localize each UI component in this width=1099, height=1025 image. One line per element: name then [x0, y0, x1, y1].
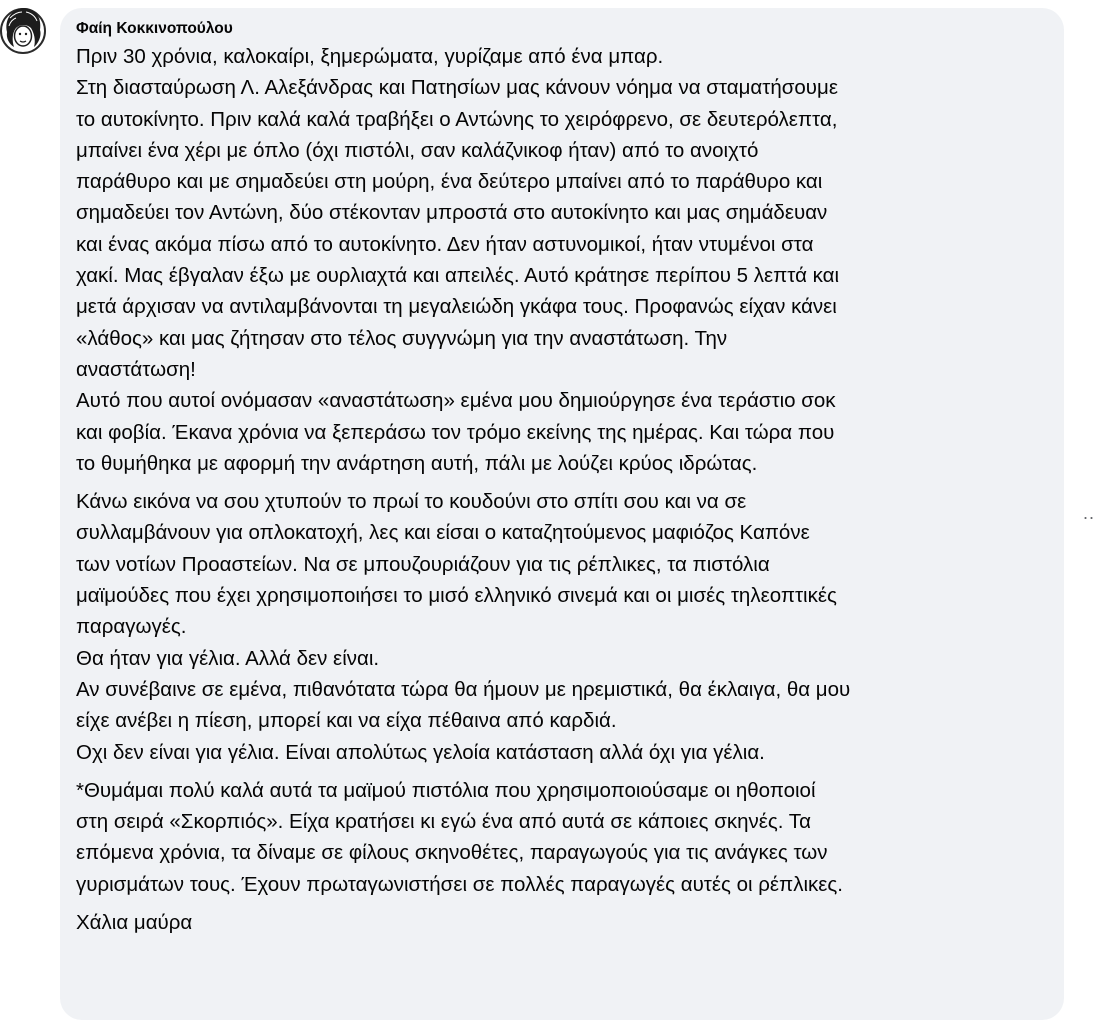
comment-line: Αν συνέβαινε σε εμένα, πιθανότατα τώρα θα ήμουν με ηρεμιστικά, θα έκλαιγα, θα μου: [76, 677, 851, 701]
comment-line: είχε ανέβει η πίεση, μπορεί και να είχα πέθαινα από καρδιά.: [76, 709, 617, 733]
comment-line: Κάνω εικόνα να σου χτυπούν το πρωί το κουδούνι στο σπίτι σου και να σε: [76, 490, 747, 514]
paragraph-gap: [76, 479, 1048, 486]
comment-line: γυρισμάτων τους. Έχουν πρωταγωνιστήσει σε πολλές παραγωγές αυτές οι ρέπλικες.: [76, 872, 843, 896]
comment-line: επόμενα χρόνια, τα δίναμε σε φίλους σκηνοθέτες, παραγωγούς για τις ανάγκες των: [76, 841, 828, 865]
comment-line: συλλαμβάνουν για οπλοκατοχή, λες και είσαι ο καταζητούμενος μαφιόζος Καπόνε: [76, 521, 810, 545]
comment-paragraph-2: [76, 486, 1048, 768]
more-options-icon[interactable]: ..: [1083, 503, 1096, 523]
comment-paragraph-3: [76, 775, 1048, 900]
comment-line: και φοβία. Έκανα χρόνια να ξεπεράσω τον τρόμο εκείνης της ημέρας. Και τώρα που: [76, 420, 835, 444]
comment-line: χακί. Μας έβγαλαν έξω με ουρλιαχτά και απειλές. Αυτό κράτησε περίπου 5 λεπτά και: [76, 264, 840, 288]
comment-author[interactable]: Φαίη Κοκκινοπούλου: [76, 20, 233, 37]
comment-line: «λάθος» και μας ζήτησαν στο τέλος συγγνώμη για την αναστάτωση. Την: [76, 326, 728, 350]
comment-line: *Θυμάμαι πολύ καλά αυτά τα μαϊμού πιστόλια που χρησιμοποιούσαμε οι ηθοποιοί: [76, 778, 816, 802]
comment-line: των νοτίων Προαστείων. Να σε μπουζουριάζουν για τις ρέπλικες, τα πιστόλια: [76, 552, 770, 576]
comment-line: Οχι δεν είναι για γέλια. Είναι απολύτως γελοία κατάσταση αλλά όχι για γέλια.: [76, 740, 765, 764]
comment-paragraph-4: [76, 907, 1048, 938]
comment-line: και ένας ακόμα πίσω από το αυτοκίνητο. Δεν ήταν αστυνομικοί, ήταν ντυμένοι στα: [76, 232, 814, 256]
comment-line: στη σειρά «Σκορπιός». Είχα κρατήσει κι εγώ ένα από αυτά σε κάποιες σκηνές. Τα: [76, 810, 811, 834]
comment-line: το θυμήθηκα με αφορμή την ανάρτηση αυτή, πάλι με λούζει κρύος ιδρώτας.: [76, 451, 758, 475]
comment-line: μετά άρχισαν να αντιλαμβάνονται τη μεγαλειώδη γκάφα τους. Προφανώς είχαν κάνει: [76, 295, 837, 319]
comment-line: Χάλια μαύρα: [76, 911, 193, 935]
paragraph-gap: [76, 768, 1048, 775]
comment-line: μαϊμούδες που έχει χρησιμοποιήσει το μισό ελληνικό σινεμά και οι μισές τηλεοπτικές: [76, 584, 837, 608]
comment-line: Πριν 30 χρόνια, καλοκαίρι, ξημερώματα, γυρίζαμε από ένα μπαρ.: [76, 45, 664, 68]
comment-line: Στη διασταύρωση Λ. Αλεξάνδρας και Πατησίων μας κάνουν νόημα να σταματήσουμε: [76, 76, 838, 100]
comment-line: παραγωγές.: [76, 615, 187, 639]
comment-paragraph-1: [76, 41, 1048, 479]
comment-line: μπαίνει ένα χέρι με όπλο (όχι πιστόλι, σαν καλάζνικοφ ήταν) από το ανοιχτό: [76, 138, 759, 162]
paragraph-gap: [76, 900, 1048, 907]
comment-line: το αυτοκίνητο. Πριν καλά καλά τραβήξει ο Αντώνης το χειρόφρενο, σε δευτερόλεπτα,: [76, 107, 838, 131]
avatar[interactable]: [0, 0, 46, 62]
comment-line: αναστάτωση!: [76, 357, 196, 381]
comment-line: Αυτό που αυτοί ονόμασαν «αναστάτωση» εμένα μου δημιούργησε ένα τεράστιο σοκ: [76, 389, 836, 413]
comment-line: Θα ήταν για γέλια. Αλλά δεν είναι.: [76, 646, 380, 670]
comment-bubble: [60, 8, 1064, 1020]
comment-line: σημαδεύει τον Αντώνη, δύο στέκονταν μπροστά στο αυτοκίνητο και μας σημάδευαν: [76, 201, 828, 225]
comment-line: παράθυρο και με σημαδεύει στη μούρη, ένα δεύτερο μπαίνει από το παράθυρο και: [76, 170, 823, 194]
avatar-face-icon: [0, 0, 46, 62]
